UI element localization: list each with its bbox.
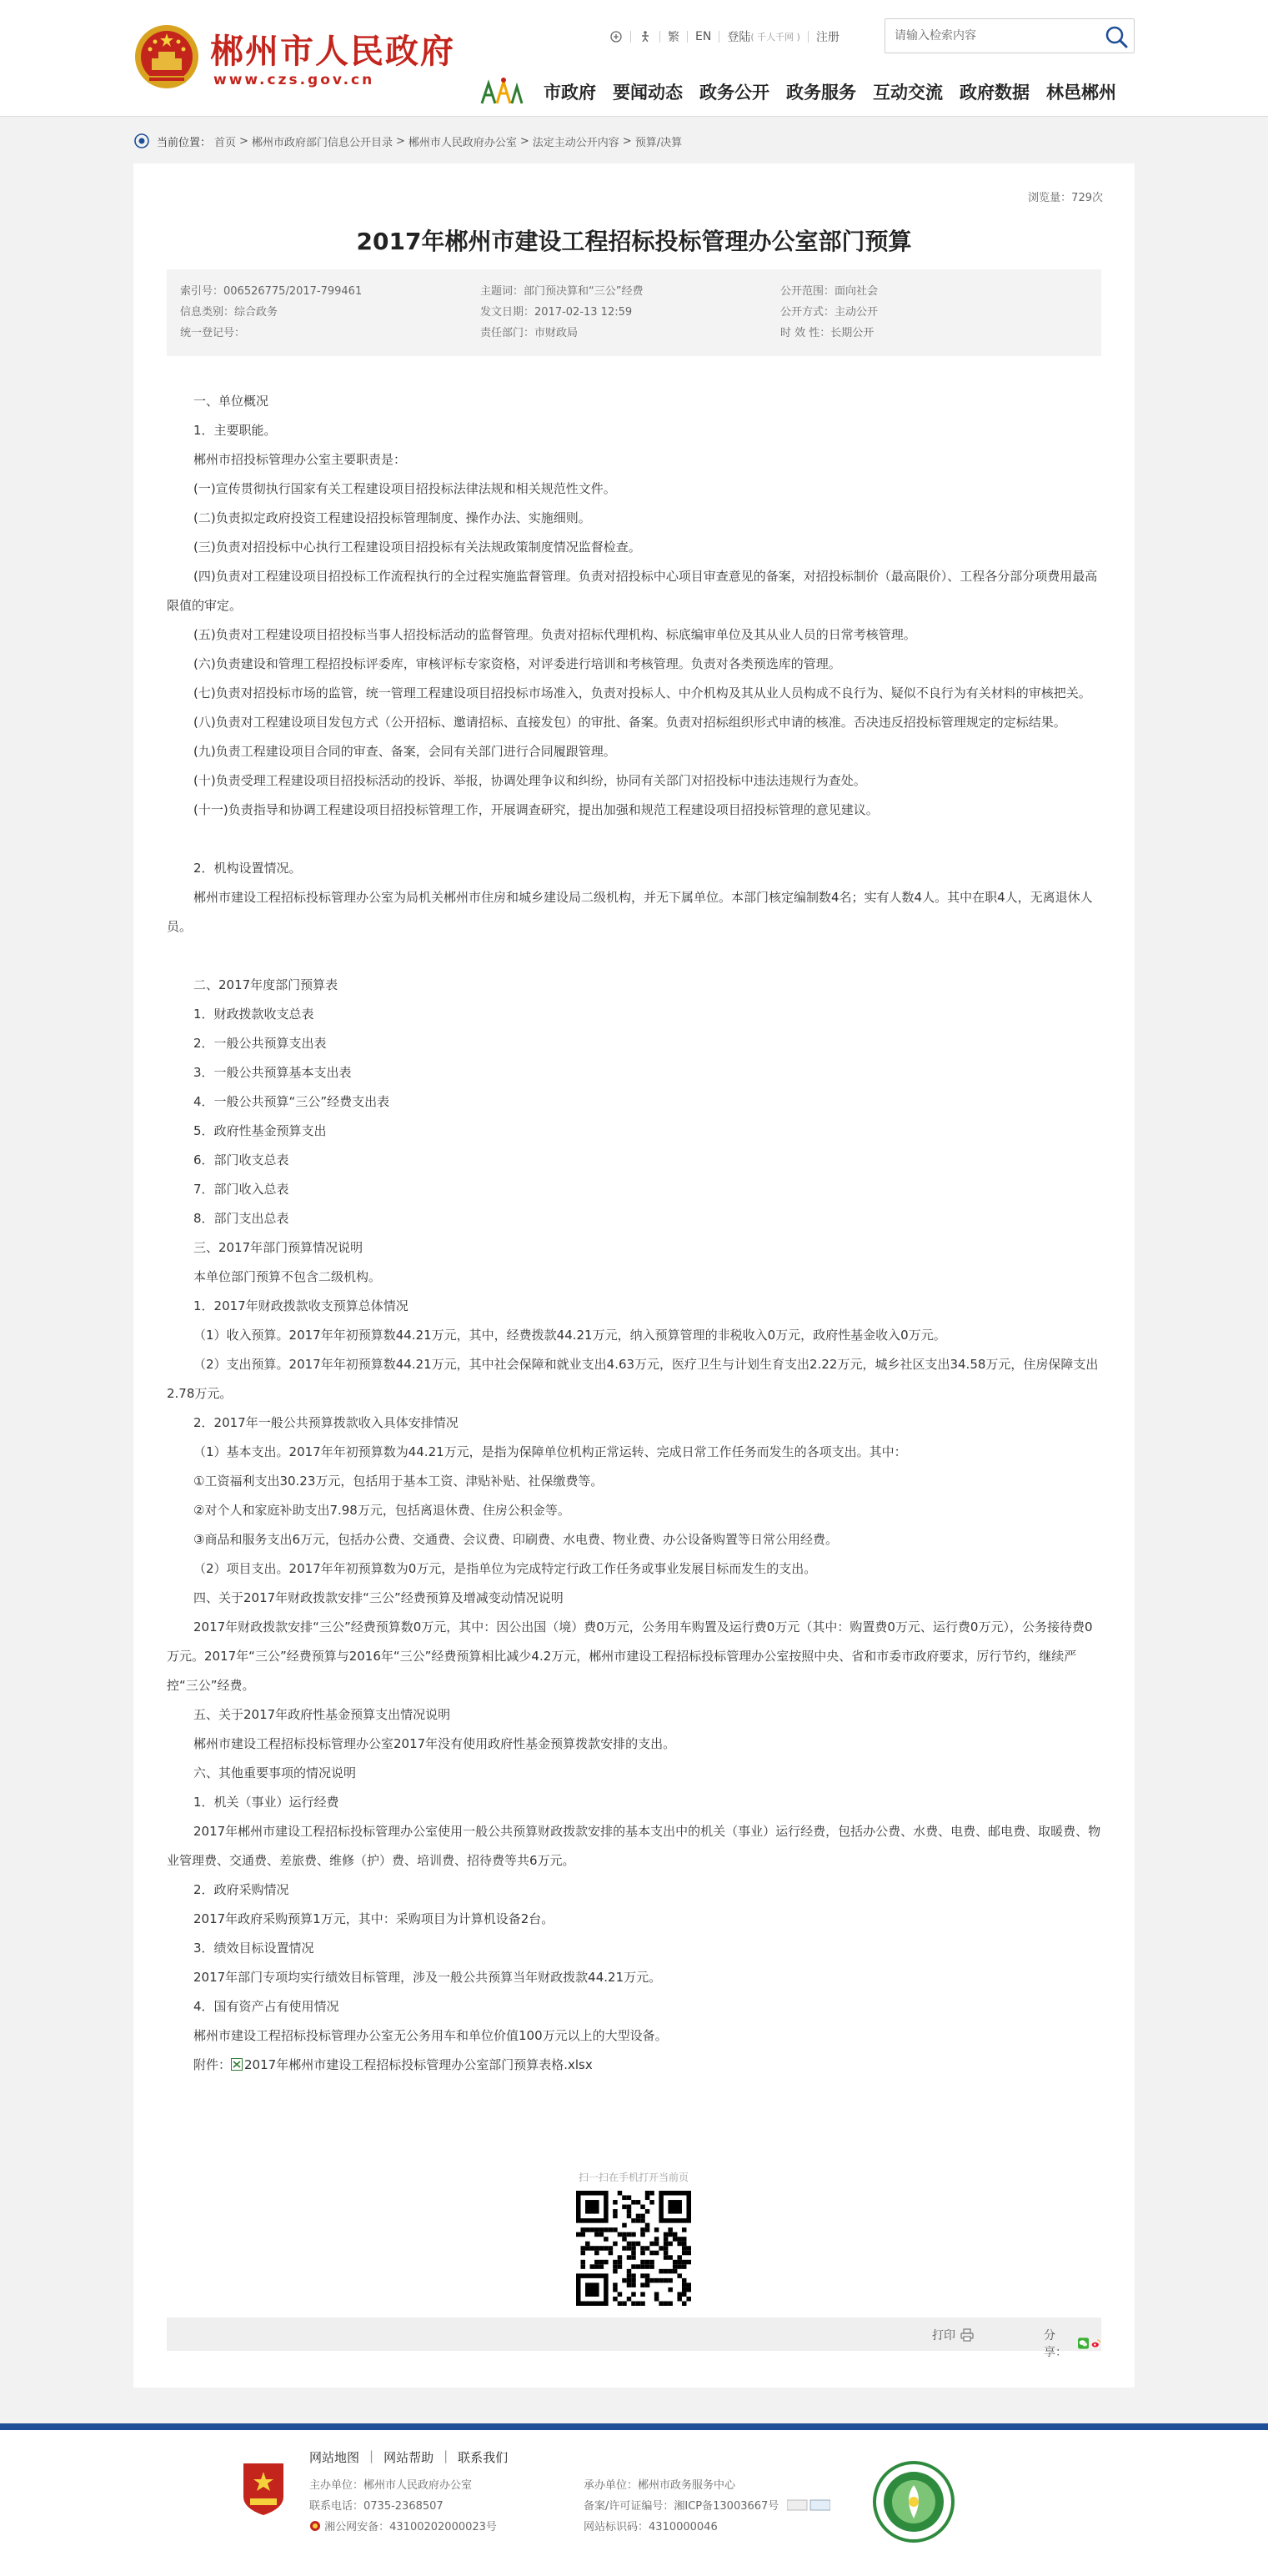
article-paragraph: (八)负责对工程建设项目发包方式（公开招标、邀请招标、直接发包）的审批、备案。负责对招标组织形式申请的核准。否决违反招投标管理规定的定标结果。 — [193, 715, 1066, 730]
article-paragraph: ③商品和服务支出6万元，包括办公费、交通费、会议费、印刷费、水电费、物业费、办公设备购置等日常公用经费。 — [193, 1532, 838, 1547]
police-badge-icon — [309, 2520, 321, 2532]
excel-file-icon — [231, 2058, 243, 2071]
article-paragraph: （1）收入预算。2017年年初预算数44.21万元，其中，经费拨款44.21万元，纳入预算管理的非税收入0万元，政府性基金收入0万元。 — [193, 1328, 946, 1343]
article-paragraph: (一)宣传贯彻执行国家有关工程建设项目招投标法律法规和相关规范性文件。 — [193, 481, 616, 496]
footer-site-code: 网站标识码：4310000046 — [584, 2521, 718, 2533]
article-paragraph: 本单位部门预算不包含二级机构。 — [193, 1269, 382, 1284]
footer-icp[interactable] — [584, 2496, 830, 2517]
accessibility-link[interactable] — [631, 30, 659, 43]
printer-icon — [960, 2328, 974, 2342]
attachment-line — [167, 2051, 1101, 2080]
meta-publish-date: 发文日期：2017-02-13 12:59 — [480, 306, 633, 319]
article-paragraph: 1．机关（事业）运行经费 — [193, 1795, 339, 1810]
footer-link-contact[interactable]: 联系我们 — [458, 2450, 509, 2465]
senior-mode-icon — [609, 30, 623, 43]
article-paragraph: 2017年郴州市建设工程招标投标管理办公室使用一般公共预算财政拨款安排的基本支出中的机关（事业）运行经费，包括办公费、水费、电费、邮电费、取暖费、物业管理费、交通费、差旅费、维修（护）费、培训费、招待费等共6万元。 — [167, 1824, 1101, 1868]
article-paragraph: 2017年部门专项均实行绩效目标管理，涉及一般公共预算当年财政拨款44.21万元。 — [193, 1970, 662, 1985]
attachment-label: 附件： — [193, 2057, 232, 2072]
login-label: 登陆 — [727, 31, 751, 44]
print-button[interactable] — [932, 2327, 974, 2343]
article-paragraph: ①工资福利支出30.23万元，包括用于基本工资、津贴补贴、社保缴费等。 — [193, 1474, 604, 1489]
party-government-logo-icon — [240, 2460, 287, 2517]
article-paragraph: 6．部门收支总表 — [193, 1152, 289, 1167]
english-link[interactable]: EN — [695, 30, 712, 43]
print-label: 打印 — [932, 2329, 955, 2343]
nav-item-news[interactable]: 要闻动态 — [613, 83, 683, 103]
breadcrumb-separator: > — [519, 134, 529, 148]
article-paragraph: (五)负责对工程建设项目招投标当事人招投标活动的监督管理。负责对招标代理机构、标底编审单位及其从业人员的日常考核管理。 — [193, 627, 916, 642]
article-paragraph: 1．财政拨款收支总表 — [193, 1007, 314, 1022]
article-body — [167, 387, 1101, 2080]
breadcrumb-separator: > — [395, 134, 405, 148]
page-title: 2017年郴州市建设工程招标投标管理办公室部门预算 — [356, 228, 912, 255]
breadcrumb-item[interactable]: 法定主动公开内容 — [532, 136, 619, 149]
breadcrumb-item[interactable]: 首页 — [214, 136, 237, 149]
site-title: 郴州市人民政府 — [210, 33, 455, 71]
view-count: 浏览量：729次 — [1028, 192, 1103, 204]
meta-scope: 公开范围：面向社会 — [780, 285, 879, 298]
site-url: www.czs.gov.cn — [213, 72, 375, 88]
article-paragraph: (十)负责受理工程建设项目招投标活动的投诉、举报，协调处理争议和纠纷，协同有关部门对招投标中违法违规行为查处。 — [193, 773, 866, 788]
footer-links — [309, 2448, 518, 2466]
credit-badges-icon — [787, 2499, 830, 2511]
national-emblem-icon — [133, 22, 200, 92]
article-paragraph: (四)负责对工程建设项目招投标工作流程执行的全过程实施监督管理。负责对招投标中心项目审查意见的备案，对招投标制价（最高限价）、工程各分部分项费用最高限值的审定。 — [167, 569, 1098, 613]
qr-code-icon — [576, 2191, 691, 2306]
article-paragraph: (九)负责工程建设项目合同的审查、备案，会同有关部门进行合同履跟管理。 — [193, 744, 616, 759]
article-paragraph: 郴州市招投标管理办公室主要职责是： — [193, 452, 407, 467]
share-label: 分享： — [1044, 2329, 1067, 2359]
breadcrumb — [133, 132, 685, 150]
article-paragraph: 2．一般公共预算支出表 — [193, 1036, 327, 1051]
meta-validity: 时 效 性：长期公开 — [780, 327, 875, 339]
nav-item-linyi[interactable]: 林邑郴州 — [1046, 83, 1116, 103]
article-paragraph: ②对个人和家庭补助支出7.98万元，包括离退休费、住房公积金等。 — [193, 1503, 570, 1518]
site-footer — [0, 2430, 1268, 2576]
article-toolbar — [167, 2317, 1101, 2359]
article-paragraph: 一、单位概况 — [193, 394, 269, 409]
article-paragraph: （2）项目支出。2017年年初预算数为0万元，是指单位为完成特定行政工作任务或事业发展目标而发生的支出。 — [193, 1561, 817, 1576]
qr-caption: 扫一扫在手机打开当前页 — [578, 2172, 689, 2183]
search-icon[interactable] — [1104, 24, 1129, 49]
meta-subject: 主题词：部门预决算和“三公”经费 — [480, 285, 644, 298]
search-input[interactable] — [886, 20, 1095, 52]
footer-band — [0, 2423, 1268, 2430]
footer-phone: 联系电话：0735-2368507 — [309, 2500, 444, 2513]
traditional-chinese-link[interactable]: 繁 — [668, 31, 679, 44]
footer-icp-text: 备案/许可证编号：湘ICP备13003667号 — [584, 2500, 779, 2513]
divider: | — [369, 2448, 374, 2463]
site-header — [0, 0, 1268, 117]
civilized-unit-badge-icon — [872, 2460, 955, 2543]
article-paragraph: 五、关于2017年政府性基金预算支出情况说明 — [193, 1707, 451, 1722]
breadcrumb-label: 当前位置： — [157, 136, 212, 149]
article-paragraph: 四、关于2017年财政拨款安排“三公”经费预算及增减变动情况说明 — [193, 1590, 564, 1605]
breadcrumb-item[interactable]: 预算/决算 — [634, 136, 683, 149]
breadcrumb-item[interactable]: 郴州市政府部门信息公开目录 — [251, 136, 393, 149]
wechat-icon[interactable] — [1078, 2337, 1089, 2350]
article-paragraph: (二)负责拟定政府投资工程建设招投标管理制度、操作办法、实施细则。 — [193, 510, 591, 525]
article-paragraph: 3．绩效目标设置情况 — [193, 1941, 314, 1956]
article-paragraph: 8．部门支出总表 — [193, 1211, 289, 1226]
meta-column — [780, 281, 878, 344]
login-note: ( 千人千网 ) — [750, 32, 800, 43]
site-logo[interactable] — [133, 22, 484, 93]
accessibility-icon — [639, 30, 652, 43]
article-paragraph: 六、其他重要事项的情况说明 — [193, 1765, 357, 1780]
nav-item-services[interactable]: 政务服务 — [786, 83, 856, 103]
meta-info-category: 信息类别：综合政务 — [180, 306, 278, 319]
article-paragraph: 4．国有资产占有使用情况 — [193, 1999, 339, 2014]
footer-police-text: 湘公网安备：43100202000023号 — [324, 2521, 497, 2533]
article-paragraph: 2．机构设置情况。 — [193, 861, 302, 876]
main-nav — [479, 75, 1125, 108]
meta-dept: 责任部门：市财政局 — [480, 327, 579, 339]
article-paragraph: 郴州市建设工程招标投标管理办公室无公务用车和单位价值100万元以上的大型设备。 — [193, 2028, 668, 2043]
footer-police-record[interactable] — [309, 2517, 497, 2538]
article-paragraph: 2017年财政拨款安排“三公”经费预算数0万元，其中：因公出国（境）费0万元，公务用车购置及运行费0万元（其中：购置费0万元、运行费0万元），公务接待费0万元。2017年“三公”经费预算与2016年“三公”经费预算相比减少4.2万元，郴州市建设工程招标投标管理办公室按照中央、省和市委市政府要求，厉行节约，继续严控“三公”经费。 — [167, 1619, 1093, 1693]
divider: | — [444, 2448, 449, 2463]
article-paragraph: 4．一般公共预算“三公”经费支出表 — [193, 1094, 390, 1109]
register-link[interactable]: 注册 — [815, 31, 839, 44]
breadcrumb-separator: > — [239, 134, 248, 148]
footer-info-right — [584, 2475, 830, 2538]
article-paragraph: 1．主要职能。 — [193, 423, 277, 438]
meta-column — [480, 281, 643, 344]
top-links — [602, 27, 847, 47]
article-meta — [167, 269, 1101, 356]
nav-item-data[interactable]: 政府数据 — [960, 83, 1030, 103]
article-paragraph: 5．政府性基金预算支出 — [193, 1123, 327, 1138]
meta-column — [180, 281, 362, 344]
article-paragraph: 二、2017年度部门预算表 — [193, 977, 338, 992]
meta-index-no: 索引号：006526775/2017-799461 — [180, 285, 363, 298]
meta-unified-code: 统一登记号： — [180, 327, 246, 339]
login-link[interactable] — [719, 28, 808, 45]
article-paragraph: 3．一般公共预算基本支出表 — [193, 1065, 352, 1080]
article-paragraph: 三、2017年部门预算情况说明 — [193, 1240, 363, 1255]
breadcrumb-item[interactable]: 郴州市人民政府办公室 — [408, 136, 517, 149]
senior-mode-link[interactable] — [602, 30, 630, 43]
article-paragraph: （2）支出预算。2017年年初预算数44.21万元，其中社会保障和就业支出4.63万元，医疗卫生与计划生育支出2.22万元，城乡社区支出34.58万元，住房保障支出2.78万元。 — [167, 1357, 1099, 1401]
nav-item-interaction[interactable]: 互动交流 — [873, 83, 943, 103]
article-paragraph: 郴州市建设工程招标投标管理办公室为局机关郴州市住房和城乡建设局二级机构，并无下属单位。本部门核定编制数4名；实有人数4人。其中在职4人，无离退休人员。 — [167, 890, 1093, 934]
share-section — [1044, 2327, 1101, 2360]
qr-section — [575, 2170, 692, 2309]
article-paragraph: 7．部门收入总表 — [193, 1182, 289, 1197]
article-paragraph: 2．2017年一般公共预算拨款收入具体安排情况 — [193, 1415, 459, 1430]
search-box — [885, 18, 1135, 53]
nav-item-government[interactable]: 市政府 — [544, 83, 596, 103]
linyi-logo-icon — [479, 75, 525, 108]
article-paragraph: 郴州市建设工程招标投标管理办公室2017年没有使用政府性基金预算拨款安排的支出。 — [193, 1736, 676, 1751]
weibo-icon[interactable] — [1090, 2337, 1101, 2350]
article-paragraph: 2017年政府采购预算1万元，其中：采购项目为计算机设备2台。 — [193, 1911, 554, 1926]
breadcrumb-separator: > — [622, 134, 632, 148]
article-paragraph: (七)负责对招投标市场的监管，统一管理工程建设项目招投标市场准入，负责对投标人、中介机构及其从业人员构成不良行为、疑似不良行为有关材料的审核把关。 — [193, 685, 1091, 700]
article-paragraph — [167, 942, 1101, 971]
article-paragraph: 2．政府采购情况 — [193, 1882, 289, 1897]
article-paragraph — [167, 825, 1101, 854]
article-paragraph: 1．2017年财政拨款收支预算总体情况 — [193, 1298, 408, 1313]
footer-link-sitemap[interactable]: 网站地图 — [309, 2450, 360, 2465]
footer-info-left — [309, 2475, 497, 2538]
article-paragraph: (十一)负责指导和协调工程建设项目招投标管理工作，开展调查研究，提出加强和规范工程建设项目招投标管理的意见建议。 — [193, 802, 879, 817]
attachment-link[interactable]: 2017年郴州市建设工程招标投标管理办公室部门预算表格.xlsx — [244, 2057, 593, 2072]
footer-organizer: 承办单位：郴州市政务服务中心 — [584, 2479, 736, 2492]
article-card — [133, 163, 1135, 2388]
article-paragraph: (三)负责对招投标中心执行工程建设项目招投标有关法规政策制度情况监督检查。 — [193, 540, 641, 555]
article-paragraph: (六)负责建设和管理工程招投标评委库，审核评标专家资格，对评委进行培训和考核管理。负责对各类预选库的管理。 — [193, 656, 841, 671]
footer-link-help[interactable]: 网站帮助 — [383, 2450, 434, 2465]
location-icon — [133, 133, 150, 149]
article-paragraph: （1）基本支出。2017年年初预算数为44.21万元，是指为保障单位机构正常运转、完成日常工作任务而发生的各项支出。其中： — [193, 1444, 907, 1459]
meta-method: 公开方式：主动公开 — [780, 306, 879, 319]
nav-item-disclosure[interactable]: 政务公开 — [699, 83, 769, 103]
footer-host: 主办单位：郴州市人民政府办公室 — [309, 2479, 473, 2492]
